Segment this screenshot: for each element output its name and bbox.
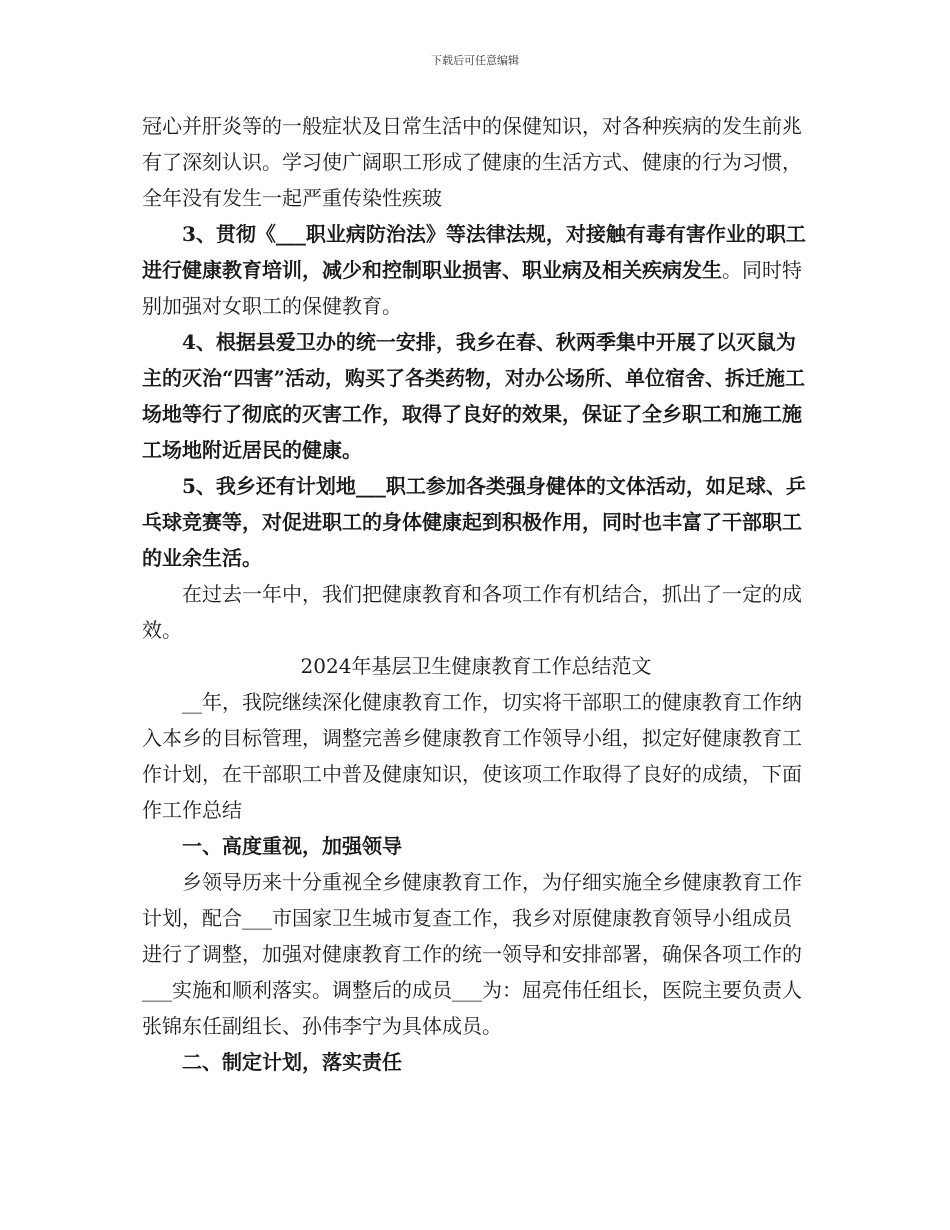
section-heading-2 (142, 1044, 810, 1080)
paragraph-text: 冠心并肝炎等的一般症状及日常生活中的保健知识，对各种疾病的发生前兆有了深刻认识。学习使广阔职工形成了健康的生活方式、健康的行为习惯，全年没有发生一起严重传染性疾玻 (142, 114, 802, 210)
paragraph-continued (142, 108, 810, 216)
paragraph-text: __年，我院继续深化健康教育工作，切实将干部职工的健康教育工作纳入本乡的目标管理，调整完善乡健康教育工作领导小组，拟定好健康教育工作计划，在干部职工中普及健康知识，使该项工作取得了良好的成绩，下面作工作总结 (142, 690, 802, 822)
page-header: 下载后可任意编辑 (431, 54, 519, 67)
paragraph-conclusion (142, 576, 810, 648)
paragraph-bold: 3、贯彻《___职业病防治法》等法律法规，对接触有毒有害作业的职工进行健康教育培训，减少和控制职业损害、职业病及相关疾病发生 (142, 222, 806, 282)
paragraph-bold: 4、根据县爱卫办的统一安排，我乡在春、秋两季集中开展了以灭鼠为主的灭治“四害”活动，购买了各类药物，对办公场所、单位宿舍、拆迁施工场地等行了彻底的灭害工作，取得了良好的效果，保证了全乡职工和施工施工场地附近居民的健康。 (142, 330, 806, 462)
heading-text: 二、制定计划，落实责任 (182, 1050, 402, 1074)
paragraph-intro (142, 684, 810, 828)
paragraph-text: 。同时特别加强对女职工的保健教育。 (142, 258, 802, 318)
paragraph-item-4 (142, 324, 810, 468)
paragraph-bold: 5、我乡还有计划地___职工参加各类强身健体的文体活动，如足球、乒乓球竞赛等，对促进职工的身体健康起到积极作用，同时也丰富了干部职工的业余生活。 (142, 474, 806, 570)
section-heading-1 (142, 828, 810, 864)
document-body (142, 108, 810, 1080)
paragraph-item-5 (142, 468, 810, 576)
paragraph-section-1 (142, 864, 810, 1044)
paragraph-text: 在过去一年中，我们把健康教育和各项工作有机结合，抓出了一定的成效。 (142, 582, 802, 642)
paragraph-item-3 (142, 216, 810, 324)
paragraph-text: 乡领导历来十分重视全乡健康教育工作，为仔细实施全乡健康教育工作计划，配合___市国家卫生城市复查工作，我乡对原健康教育领导小组成员进行了调整，加强对健康教育工作的统一领导和安排部署，确保各项工作的___实施和顺利落实。调整后的成员___为：屈亮伟任组长，医院主要负责人张锦东任副组长、孙伟李宁为具体成员。 (142, 870, 802, 1038)
heading-text: 一、高度重视，加强领导 (182, 834, 402, 858)
document-title: 2024年基层卫生健康教育工作总结范文 (300, 654, 652, 678)
